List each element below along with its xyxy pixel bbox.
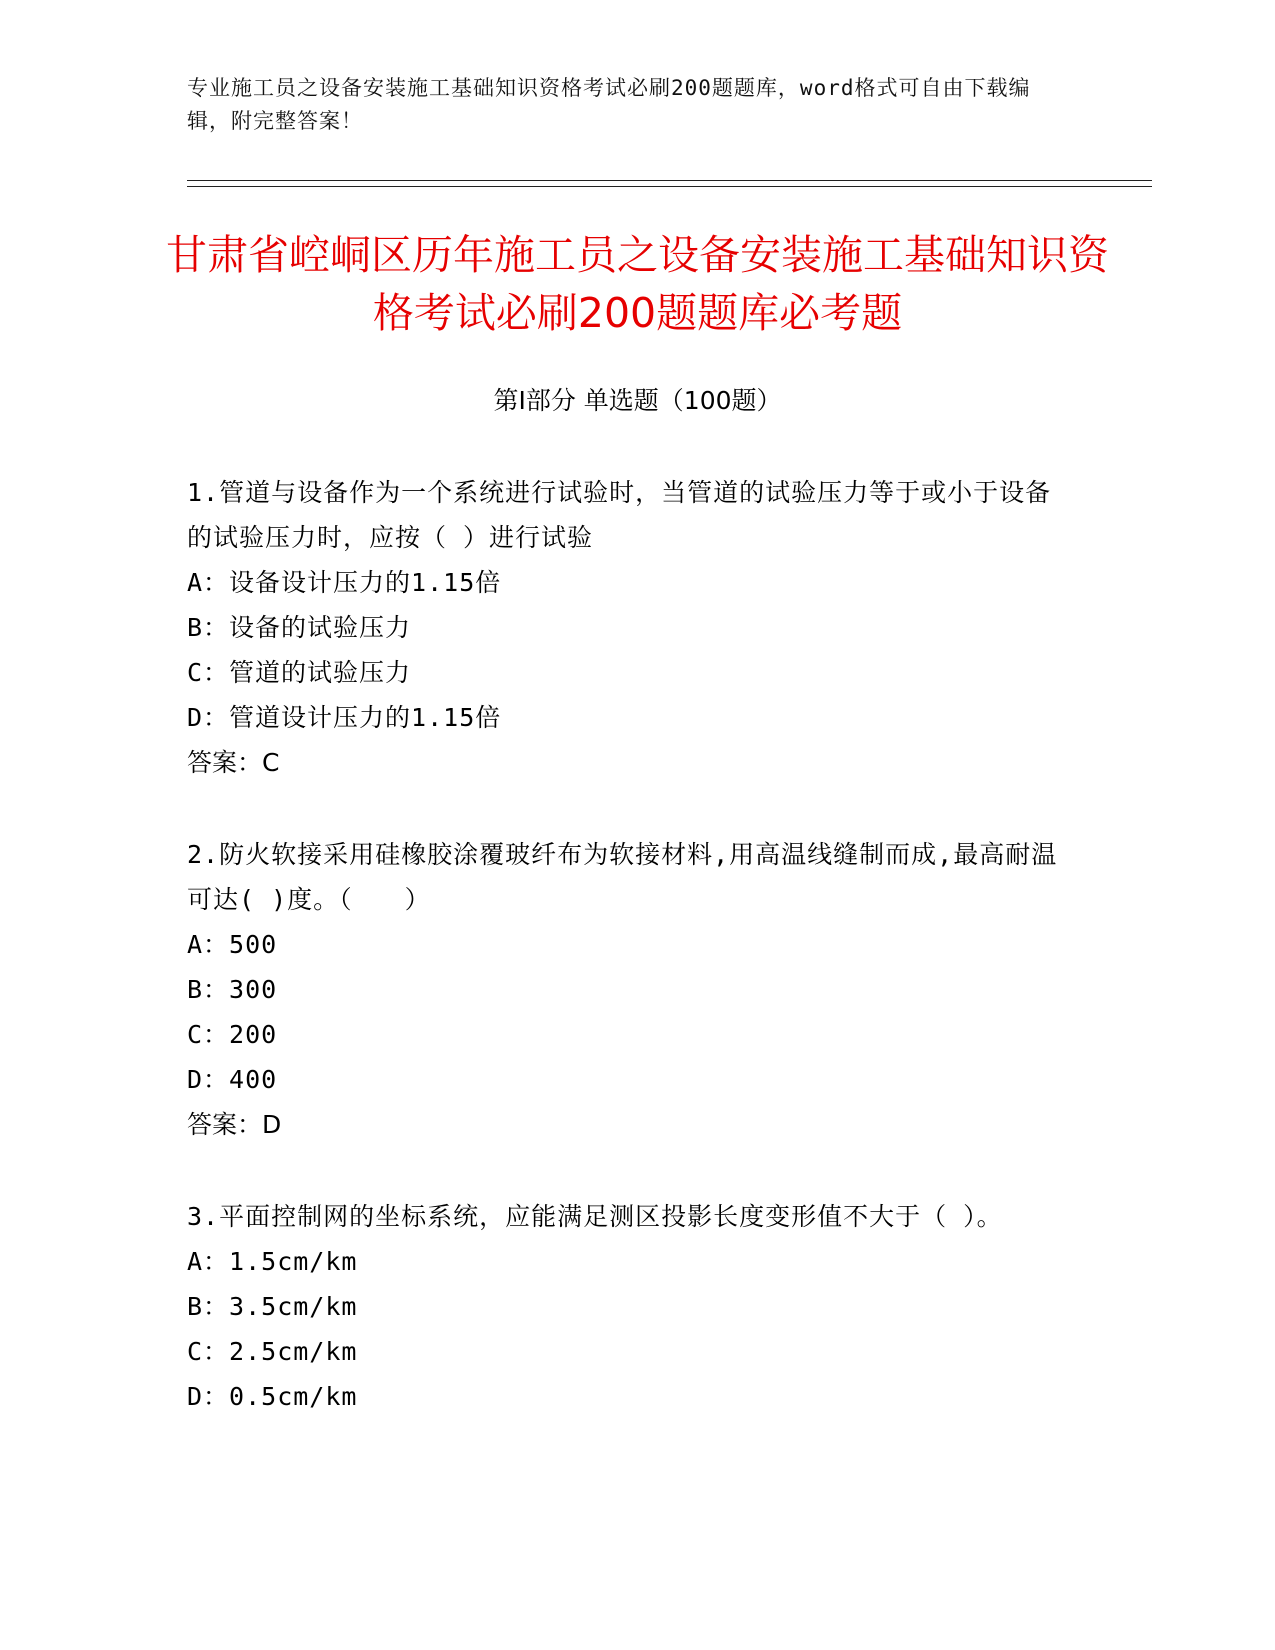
answer: 答案：D: [187, 1110, 282, 1139]
question-2: [187, 832, 1067, 1147]
question-stem: 1.管道与设备作为一个系统进行试验时，当管道的试验压力等于或小于设备的试验压力时，应按（ ）进行试验: [187, 478, 1052, 552]
option-b: B：3.5cm/km: [187, 1292, 358, 1321]
header-divider-top: [187, 180, 1152, 181]
answer: 答案：C: [187, 748, 280, 777]
option-b: B：300: [187, 975, 278, 1004]
option-c: C：200: [187, 1020, 278, 1049]
question-3: [187, 1194, 1067, 1419]
section-title: 第I部分 单选题（100题）: [493, 386, 782, 415]
option-c: C：管道的试验压力: [187, 658, 412, 687]
option-d: D：400: [187, 1065, 278, 1094]
question-1: [187, 470, 1067, 785]
option-d: D：管道设计压力的1.15倍: [187, 703, 502, 732]
option-a: A：500: [187, 930, 278, 959]
option-b: B：设备的试验压力: [187, 613, 412, 642]
option-a: A：1.5cm/km: [187, 1247, 358, 1276]
option-c: C：2.5cm/km: [187, 1337, 358, 1366]
option-d: D：0.5cm/km: [187, 1382, 358, 1411]
question-stem: 2.防火软接采用硅橡胶涂覆玻纤布为软接材料,用高温线缝制而成,最高耐温可达( )度。（ ）: [187, 840, 1058, 914]
header-note: 专业施工员之设备安装施工基础知识资格考试必刷200题题库，word格式可自由下载编辑，附完整答案！: [187, 76, 1031, 133]
option-a: A：设备设计压力的1.15倍: [187, 568, 502, 597]
header-divider-bottom: [187, 186, 1152, 187]
question-stem: 3.平面控制网的坐标系统，应能满足测区投影长度变形值不大于（ ）。: [187, 1202, 1003, 1231]
document-title: 甘肃省崆峒区历年施工员之设备安装施工基础知识资格考试必刷200题题库必考题: [166, 231, 1109, 337]
